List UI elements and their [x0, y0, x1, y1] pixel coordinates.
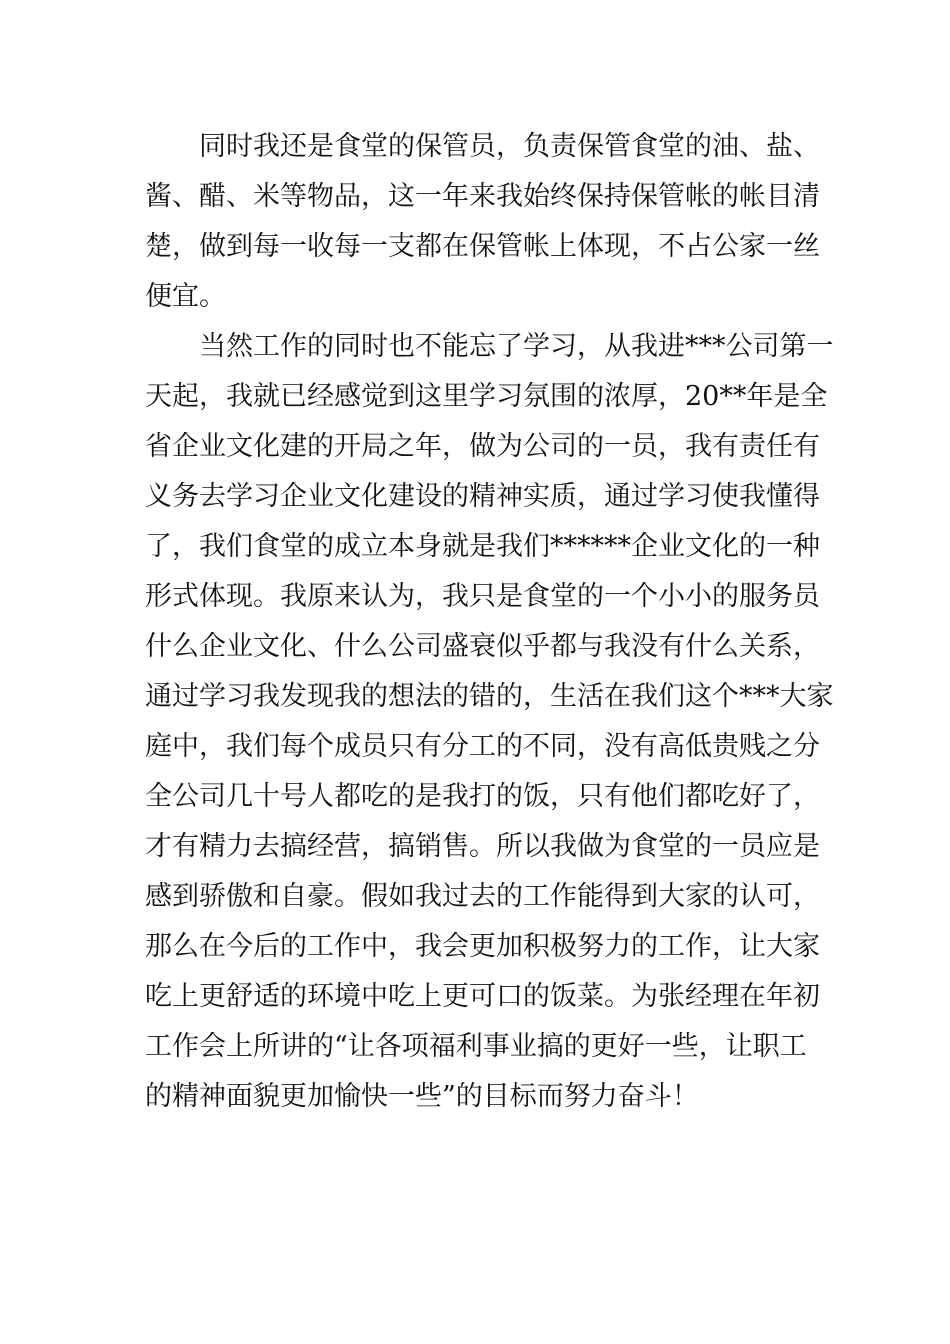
paragraph-line: 全公司几十号人都吃的是我打的饭，只有他们都吃好了，	[145, 781, 820, 812]
paragraph-line: 酱、醋、米等物品，这一年来我始终保持保管帐的帐目清	[145, 181, 820, 212]
paragraph-line: 当然工作的同时也不能忘了学习，从我进***公司第一	[199, 331, 834, 362]
paragraph-1	[145, 122, 820, 322]
paragraph-line: 义务去学习企业文化建设的精神实质，通过学习使我懂得	[145, 481, 820, 512]
paragraph-line: 庭中，我们每个成员只有分工的不同，没有高低贵贱之分	[145, 731, 820, 762]
paragraph-2	[145, 322, 834, 1122]
document-body	[145, 122, 834, 1122]
paragraph-line: 感到骄傲和自豪。假如我过去的工作能得到大家的认可，	[145, 881, 820, 912]
paragraph-line: 吃上更舒适的环境中吃上更可口的饭菜。为张经理在年初	[145, 981, 820, 1012]
paragraph-line: 省企业文化建的开局之年，做为公司的一员，我有责任有	[145, 431, 820, 462]
paragraph-line: 天起，我就已经感觉到这里学习氛围的浓厚，20**年是全	[145, 381, 828, 412]
paragraph-line: 形式体现。我原来认为，我只是食堂的一个小小的服务员	[145, 581, 820, 612]
paragraph-line: 了，我们食堂的成立本身就是我们******企业文化的一种	[145, 531, 820, 562]
paragraph-line: 的精神面貌更加愉快一些”的目标而努力奋斗！	[145, 1081, 699, 1112]
paragraph-line: 通过学习我发现我的想法的错的，生活在我们这个***大家	[145, 681, 834, 712]
paragraph-line: 才有精力去搞经营，搞销售。所以我做为食堂的一员应是	[145, 831, 820, 862]
paragraph-line: 那么在今后的工作中，我会更加积极努力的工作，让大家	[145, 931, 820, 962]
paragraph-line: 楚，做到每一收每一支都在保管帐上体现，不占公家一丝	[145, 231, 820, 262]
paragraph-line: 什么企业文化、什么公司盛衰似乎都与我没有什么关系，	[145, 631, 820, 662]
paragraph-line: 便宜。	[145, 281, 226, 312]
paragraph-line: 工作会上所讲的“让各项福利事业搞的更好一些，让职工	[145, 1031, 807, 1062]
paragraph-line: 同时我还是食堂的保管员，负责保管食堂的油、盐、	[199, 131, 820, 162]
